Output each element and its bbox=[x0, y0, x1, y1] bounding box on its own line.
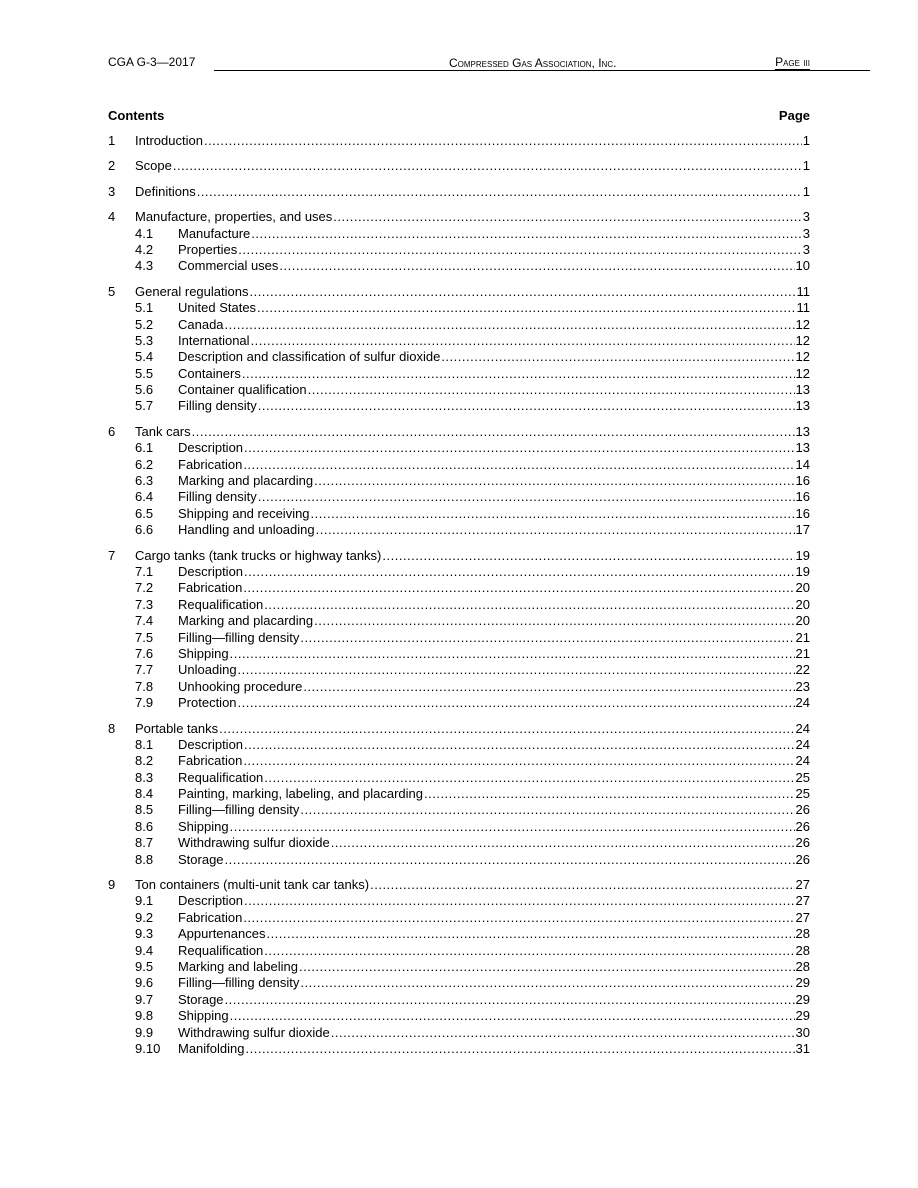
toc-entry-title: Manufacture bbox=[178, 225, 251, 241]
toc-entry-title: Manifolding bbox=[178, 1040, 245, 1056]
toc-subentry[interactable] bbox=[108, 580, 810, 596]
dot-leader bbox=[244, 737, 795, 753]
toc-entry-page: 19 bbox=[795, 563, 810, 579]
toc-subentry[interactable] bbox=[108, 975, 810, 991]
toc-entry-number: 5.6 bbox=[135, 382, 154, 398]
toc-entry-page: 1 bbox=[802, 183, 810, 199]
toc-section bbox=[108, 424, 810, 539]
toc-subentry[interactable] bbox=[108, 522, 810, 538]
toc-entry-number: 7.8 bbox=[135, 678, 154, 694]
toc-subentry[interactable] bbox=[108, 258, 810, 274]
dot-leader bbox=[242, 366, 795, 382]
publisher-name-text: Compressed Gas Association, Inc. bbox=[449, 56, 617, 70]
toc-entry-page: 11 bbox=[796, 300, 810, 316]
toc-entry-title: Storage bbox=[178, 991, 224, 1007]
toc-entry-title: Description and classification of sulfur dioxide bbox=[178, 349, 441, 365]
toc-entry-page: 30 bbox=[795, 1024, 810, 1040]
dot-leader bbox=[230, 646, 795, 662]
toc-entry-title: International bbox=[178, 332, 250, 348]
toc-entry-number: 6.2 bbox=[135, 456, 154, 472]
toc-entry-page: 3 bbox=[802, 209, 810, 225]
dot-leader bbox=[225, 992, 795, 1008]
toc-subentry[interactable] bbox=[108, 564, 810, 580]
toc-entry-title: Withdrawing sulfur dioxide bbox=[178, 835, 330, 851]
toc-subentry[interactable] bbox=[108, 1041, 810, 1057]
toc-entry-page: 12 bbox=[795, 316, 810, 332]
dot-leader bbox=[249, 284, 795, 300]
dot-leader bbox=[264, 943, 794, 959]
dot-leader bbox=[382, 548, 794, 564]
toc-entry-page: 25 bbox=[795, 769, 810, 785]
toc-entry-page: 26 bbox=[795, 835, 810, 851]
dot-leader bbox=[300, 630, 794, 646]
toc-section bbox=[108, 184, 810, 200]
toc-subentry[interactable] bbox=[108, 613, 810, 629]
toc-entry-page: 25 bbox=[795, 786, 810, 802]
toc-entry-number: 6.5 bbox=[135, 505, 154, 521]
dot-leader bbox=[244, 564, 795, 580]
dot-leader bbox=[279, 258, 794, 274]
toc-section bbox=[108, 209, 810, 275]
toc-entry-title: Marking and placarding bbox=[178, 613, 314, 629]
toc-subentry[interactable] bbox=[108, 317, 810, 333]
toc-entry-title: Definitions bbox=[135, 183, 196, 199]
toc-entry-number: 5.3 bbox=[135, 332, 154, 348]
toc-subentry[interactable] bbox=[108, 300, 810, 316]
toc-entry-page: 26 bbox=[795, 851, 810, 867]
toc-entry-page: 3 bbox=[802, 241, 810, 257]
toc-entry-title: Containers bbox=[178, 365, 241, 381]
toc-entry-number: 8 bbox=[108, 720, 116, 736]
toc-entry-page: 12 bbox=[795, 365, 810, 381]
toc-entry-page: 27 bbox=[795, 893, 810, 909]
contents-heading-row bbox=[108, 108, 810, 126]
toc-entry-page: 22 bbox=[795, 662, 810, 678]
toc-entry-page: 10 bbox=[795, 258, 810, 274]
dot-leader bbox=[238, 695, 795, 711]
toc-entry-page: 23 bbox=[795, 678, 810, 694]
toc-subentry[interactable] bbox=[108, 226, 810, 242]
dot-leader bbox=[243, 580, 794, 596]
toc-entry-title: Marking and placarding bbox=[178, 473, 314, 489]
toc-entry-number: 6.4 bbox=[135, 489, 154, 505]
toc-entry-number: 3 bbox=[108, 183, 116, 199]
toc-subentry[interactable] bbox=[108, 926, 810, 942]
toc-entry-page: 3 bbox=[802, 225, 810, 241]
page-header bbox=[108, 54, 810, 72]
toc-entry-title: Filling density bbox=[178, 398, 257, 414]
dot-leader bbox=[314, 473, 794, 489]
toc-entry-title: Withdrawing sulfur dioxide bbox=[178, 1024, 330, 1040]
toc-entry-title: Ton containers (multi-unit tank car tanks) bbox=[135, 877, 370, 893]
toc-subentry[interactable] bbox=[108, 753, 810, 769]
toc-section bbox=[108, 133, 810, 149]
dot-leader bbox=[225, 317, 795, 333]
toc-entry-page: 29 bbox=[795, 975, 810, 991]
toc-entry-title: Storage bbox=[178, 851, 224, 867]
toc-subentry[interactable] bbox=[108, 349, 810, 365]
toc-entry-title: Requalification bbox=[178, 942, 264, 958]
toc-entry-page: 13 bbox=[795, 398, 810, 414]
toc-subentry[interactable] bbox=[108, 489, 810, 505]
toc-entry-number: 7.6 bbox=[135, 645, 154, 661]
toc-entry-number: 8.8 bbox=[135, 851, 154, 867]
toc-entry-title: Protection bbox=[178, 695, 237, 711]
toc-entry-number: 6 bbox=[108, 423, 116, 439]
toc-entry-number: 5.1 bbox=[135, 300, 154, 316]
toc-subentry[interactable] bbox=[108, 646, 810, 662]
toc-entry[interactable] bbox=[108, 209, 810, 225]
toc-entry-title: Filling—filling density bbox=[178, 802, 300, 818]
toc-entry-page: 13 bbox=[795, 423, 810, 439]
toc-entry-page: 28 bbox=[795, 942, 810, 958]
dot-leader bbox=[300, 975, 794, 991]
toc-entry-title: Filling—filling density bbox=[178, 975, 300, 991]
toc-subentry[interactable] bbox=[108, 910, 810, 926]
toc-entry-number: 9.10 bbox=[135, 1040, 161, 1056]
toc-entry-title: Shipping bbox=[178, 1008, 229, 1024]
toc-entry-page: 24 bbox=[795, 753, 810, 769]
toc-entry-number: 9.3 bbox=[135, 926, 154, 942]
dot-leader bbox=[238, 242, 802, 258]
toc-entry-title: Container qualification bbox=[178, 382, 307, 398]
toc-entry-title: Manufacture, properties, and uses bbox=[135, 209, 333, 225]
dot-leader bbox=[264, 597, 794, 613]
toc-subentry[interactable] bbox=[108, 398, 810, 414]
toc-entry-number: 7.9 bbox=[135, 695, 154, 711]
page-number: Page iii bbox=[775, 55, 810, 69]
toc-entry-title: Handling and unloading bbox=[178, 522, 315, 538]
toc-entry-number: 5.7 bbox=[135, 398, 154, 414]
toc-entry-title: Appurtenances bbox=[178, 926, 266, 942]
toc-entry-title: Portable tanks bbox=[135, 720, 219, 736]
page-column-heading: Page bbox=[778, 108, 810, 123]
toc-entry-number: 6.6 bbox=[135, 522, 154, 538]
toc-entry-number: 9.9 bbox=[135, 1024, 154, 1040]
toc-entry-number: 5.2 bbox=[135, 316, 154, 332]
dot-leader bbox=[192, 424, 795, 440]
toc-entry-page: 28 bbox=[795, 926, 810, 942]
toc-entry-number: 9.6 bbox=[135, 975, 154, 991]
toc-entry-page: 20 bbox=[795, 596, 810, 612]
toc-section bbox=[108, 284, 810, 415]
dot-leader bbox=[230, 819, 795, 835]
dot-leader bbox=[238, 662, 795, 678]
toc-entry-number: 7.2 bbox=[135, 580, 154, 596]
toc-entry[interactable] bbox=[108, 877, 810, 893]
toc-entry-page: 1 bbox=[802, 133, 810, 148]
toc-entry-title: Tank cars bbox=[135, 423, 191, 439]
toc-subentry[interactable] bbox=[108, 597, 810, 613]
dot-leader bbox=[258, 398, 795, 414]
toc-entry-page: 16 bbox=[795, 489, 810, 505]
contents-heading: Contents bbox=[108, 108, 165, 123]
toc-entry-number: 5 bbox=[108, 283, 116, 299]
toc-entry-page: 24 bbox=[795, 736, 810, 752]
toc-entry-page: 24 bbox=[795, 720, 810, 736]
dot-leader bbox=[264, 770, 794, 786]
toc-entry[interactable] bbox=[108, 184, 810, 200]
toc-entry-number: 8.6 bbox=[135, 818, 154, 834]
toc-entry-title: Shipping bbox=[178, 645, 229, 661]
dot-leader bbox=[331, 835, 795, 851]
toc-entry-page: 24 bbox=[795, 695, 810, 711]
toc-entry-number: 9.5 bbox=[135, 958, 154, 974]
toc-entry-number: 4.2 bbox=[135, 241, 154, 257]
toc-subentry[interactable] bbox=[108, 943, 810, 959]
dot-leader bbox=[370, 877, 794, 893]
toc-entry-number: 6.3 bbox=[135, 473, 154, 489]
toc-entry-number: 7 bbox=[108, 547, 116, 563]
dot-leader bbox=[424, 786, 795, 802]
dot-leader bbox=[314, 613, 794, 629]
toc-entry-page: 29 bbox=[795, 1008, 810, 1024]
toc-entry-title: Canada bbox=[178, 316, 224, 332]
toc-subentry[interactable] bbox=[108, 473, 810, 489]
dot-leader bbox=[300, 802, 794, 818]
toc-entry-title: United States bbox=[178, 300, 257, 316]
toc-entry-page: 31 bbox=[795, 1040, 810, 1056]
dot-leader bbox=[258, 489, 795, 505]
toc-entry-number: 4.1 bbox=[135, 225, 154, 241]
dot-leader bbox=[251, 333, 795, 349]
toc-entry-title: Description bbox=[178, 440, 244, 456]
toc-entry-number: 7.4 bbox=[135, 613, 154, 629]
toc-subentry[interactable] bbox=[108, 242, 810, 258]
toc-entry[interactable] bbox=[108, 721, 810, 737]
dot-leader bbox=[266, 926, 794, 942]
dot-leader bbox=[316, 522, 795, 538]
dot-leader bbox=[246, 1041, 795, 1057]
toc-entry-title: Filling density bbox=[178, 489, 257, 505]
toc-entry-page: 27 bbox=[795, 909, 810, 925]
toc-subentry[interactable] bbox=[108, 366, 810, 382]
toc-subentry[interactable] bbox=[108, 737, 810, 753]
header-rule bbox=[214, 70, 324, 71]
toc-entry-page: 26 bbox=[795, 802, 810, 818]
dot-leader bbox=[441, 349, 794, 365]
toc-entry-number: 5.4 bbox=[135, 349, 154, 365]
toc-entry-number: 9.4 bbox=[135, 942, 154, 958]
toc-subentry[interactable] bbox=[108, 630, 810, 646]
toc-subentry[interactable] bbox=[108, 959, 810, 975]
toc-entry-page: 12 bbox=[795, 349, 810, 365]
toc-subentry[interactable] bbox=[108, 506, 810, 522]
toc-entry-number: 9.8 bbox=[135, 1008, 154, 1024]
dot-leader bbox=[197, 184, 802, 200]
toc-entry-number: 8.7 bbox=[135, 835, 154, 851]
toc-subentry[interactable] bbox=[108, 382, 810, 398]
dot-leader bbox=[331, 1025, 795, 1041]
toc-section bbox=[108, 877, 810, 1057]
toc-entry-title: Shipping bbox=[178, 818, 229, 834]
toc-entry-number: 8.2 bbox=[135, 753, 154, 769]
toc-entry-page: 16 bbox=[795, 505, 810, 521]
toc-entry-page: 20 bbox=[795, 580, 810, 596]
toc-entry-title: Introduction bbox=[135, 133, 203, 148]
toc-entry-page: 17 bbox=[795, 522, 810, 538]
toc-entry-number: 7.1 bbox=[135, 563, 154, 579]
toc-entry-page: 19 bbox=[795, 547, 810, 563]
document-id: CGA G-3—2017 bbox=[108, 55, 196, 69]
toc-entry[interactable] bbox=[108, 424, 810, 440]
dot-leader bbox=[204, 133, 802, 149]
toc-entry-title: Unhooking procedure bbox=[178, 678, 303, 694]
toc-entry-title: Properties bbox=[178, 241, 238, 257]
toc-entry-page: 21 bbox=[795, 645, 810, 661]
toc-entry-title: Filling—filling density bbox=[178, 629, 300, 645]
toc-entry-number: 7.7 bbox=[135, 662, 154, 678]
toc-subentry[interactable] bbox=[108, 835, 810, 851]
toc-entry[interactable] bbox=[108, 133, 810, 149]
dot-leader bbox=[225, 852, 795, 868]
table-of-contents bbox=[108, 133, 810, 1066]
toc-subentry[interactable] bbox=[108, 457, 810, 473]
toc-entry-page: 27 bbox=[795, 877, 810, 893]
dot-leader bbox=[219, 721, 794, 737]
toc-section bbox=[108, 158, 810, 174]
toc-entry-number: 1 bbox=[108, 133, 116, 148]
toc-entry-page: 14 bbox=[795, 456, 810, 472]
toc-subentry[interactable] bbox=[108, 786, 810, 802]
toc-entry-title: Requalification bbox=[178, 769, 264, 785]
toc-entry-title: Description bbox=[178, 736, 244, 752]
toc-entry-title: Fabrication bbox=[178, 909, 243, 925]
toc-entry-number: 9 bbox=[108, 877, 116, 893]
toc-entry-title: Shipping and receiving bbox=[178, 505, 310, 521]
toc-subentry[interactable] bbox=[108, 679, 810, 695]
toc-entry-page: 11 bbox=[796, 283, 810, 299]
toc-entry-page: 13 bbox=[795, 382, 810, 398]
toc-entry-page: 28 bbox=[795, 958, 810, 974]
toc-entry-page: 26 bbox=[795, 818, 810, 834]
toc-entry-title: Fabrication bbox=[178, 456, 243, 472]
dot-leader bbox=[311, 506, 795, 522]
dot-leader bbox=[244, 893, 795, 909]
toc-entry-number: 2 bbox=[108, 158, 116, 174]
toc-entry[interactable] bbox=[108, 548, 810, 564]
toc-entry-number: 4.3 bbox=[135, 258, 154, 274]
toc-subentry[interactable] bbox=[108, 695, 810, 711]
toc-subentry[interactable] bbox=[108, 662, 810, 678]
dot-leader bbox=[230, 1008, 795, 1024]
toc-subentry[interactable] bbox=[108, 802, 810, 818]
toc-entry-number: 5.5 bbox=[135, 365, 154, 381]
toc-entry-number: 8.1 bbox=[135, 736, 154, 752]
toc-entry-title: Description bbox=[178, 893, 244, 909]
toc-subentry[interactable] bbox=[108, 893, 810, 909]
dot-leader bbox=[333, 209, 801, 225]
toc-entry-page: 21 bbox=[795, 629, 810, 645]
toc-entry-title: Fabrication bbox=[178, 753, 243, 769]
toc-entry-page: 20 bbox=[795, 613, 810, 629]
toc-subentry[interactable] bbox=[108, 819, 810, 835]
toc-entry-title: Commercial uses bbox=[178, 258, 279, 274]
dot-leader bbox=[243, 753, 794, 769]
dot-leader bbox=[308, 382, 795, 398]
dot-leader bbox=[299, 959, 795, 975]
toc-entry[interactable] bbox=[108, 158, 810, 174]
toc-entry[interactable] bbox=[108, 284, 810, 300]
toc-entry-number: 7.5 bbox=[135, 629, 154, 645]
toc-entry-page: 1 bbox=[802, 158, 810, 174]
dot-leader bbox=[243, 910, 794, 926]
toc-subentry[interactable] bbox=[108, 992, 810, 1008]
toc-subentry[interactable] bbox=[108, 333, 810, 349]
toc-entry-title: General regulations bbox=[135, 283, 249, 299]
toc-entry-number: 9.1 bbox=[135, 893, 154, 909]
dot-leader bbox=[257, 300, 795, 316]
toc-subentry[interactable] bbox=[108, 852, 810, 868]
dot-leader bbox=[244, 440, 795, 456]
toc-entry-title: Painting, marking, labeling, and placarding bbox=[178, 786, 423, 802]
toc-section bbox=[108, 548, 810, 712]
toc-entry-title: Fabrication bbox=[178, 580, 243, 596]
toc-entry-page: 29 bbox=[795, 991, 810, 1007]
toc-entry-number: 7.3 bbox=[135, 596, 154, 612]
toc-subentry[interactable] bbox=[108, 440, 810, 456]
toc-entry-number: 8.5 bbox=[135, 802, 154, 818]
dot-leader bbox=[173, 158, 802, 174]
toc-entry-title: Cargo tanks (tank trucks or highway tanks) bbox=[135, 547, 382, 563]
toc-entry-title: Requalification bbox=[178, 596, 264, 612]
toc-entry-number: 6.1 bbox=[135, 440, 154, 456]
toc-entry-number: 9.7 bbox=[135, 991, 154, 1007]
toc-entry-number: 8.3 bbox=[135, 769, 154, 785]
dot-leader bbox=[303, 679, 794, 695]
toc-subentry[interactable] bbox=[108, 1025, 810, 1041]
toc-entry-page: 13 bbox=[795, 440, 810, 456]
toc-entry-number: 9.2 bbox=[135, 909, 154, 925]
toc-entry-title: Unloading bbox=[178, 662, 237, 678]
dot-leader bbox=[251, 226, 802, 242]
toc-subentry[interactable] bbox=[108, 1008, 810, 1024]
toc-entry-page: 12 bbox=[795, 332, 810, 348]
toc-entry-number: 4 bbox=[108, 209, 116, 225]
toc-entry-title: Marking and labeling bbox=[178, 958, 298, 974]
dot-leader bbox=[243, 457, 794, 473]
toc-subentry[interactable] bbox=[108, 770, 810, 786]
toc-entry-number: 8.4 bbox=[135, 786, 154, 802]
toc-entry-title: Scope bbox=[135, 158, 172, 174]
toc-entry-page: 16 bbox=[795, 473, 810, 489]
toc-entry-title: Description bbox=[178, 563, 244, 579]
toc-section bbox=[108, 721, 810, 869]
